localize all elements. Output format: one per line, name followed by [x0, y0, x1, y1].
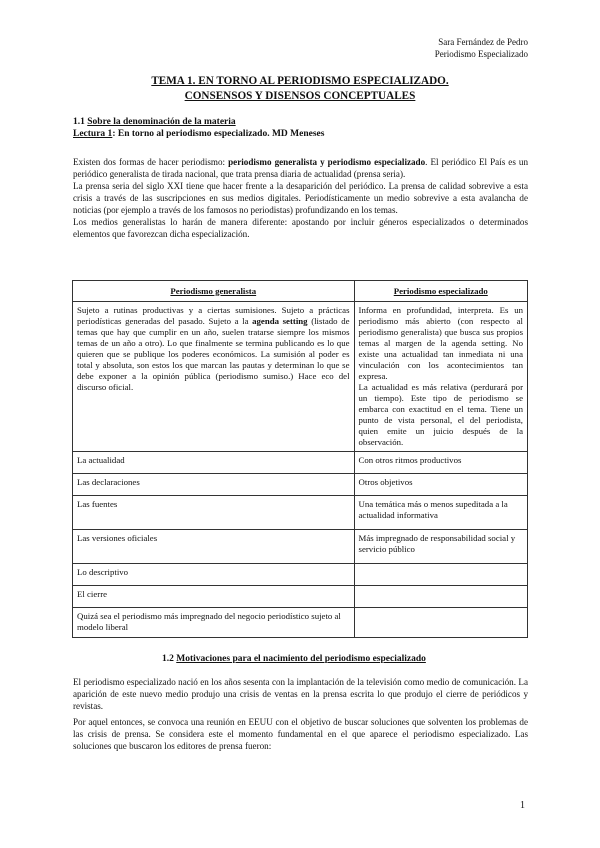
section-2-paragraph-2: Por aquel entonces, se convoca una reunión en EEUU con el objetivo de buscar soluciones que solventen los problemas de las crisis de prensa. Se considera este el momento fundamental en el que aparece el periodismo especializado. Las soluciones que buscaron los editores de prensa fueron: — [73, 717, 528, 751]
table-cell: Una temática más o menos supeditada a la actualidad informativa — [354, 496, 527, 530]
table-header-row — [73, 281, 528, 302]
table-cell: Lo descriptivo — [73, 564, 355, 586]
cell-text: La actualidad es más relativa (perdurará por un tiempo). Este tipo de periodismo se embarca con exactitud en el tema. Tiene un punto de vista personal, el del periodista, quien emite un juicio después de la observación. — [358, 382, 523, 447]
cell-bold: agenda setting — [252, 316, 308, 326]
reading-label: Lectura 1 — [73, 129, 113, 139]
header-generalista: Periodismo generalista — [73, 281, 355, 302]
cell-text: Informa en profundidad, interpreta. Es un periodismo más abierto (con respecto al periodismo generalista) que busca sus propios temas al margen de la agenda setting. No existe una actualidad tan inmediata ni una vinculación con los acontecimientos tan expresa. — [358, 305, 523, 381]
table-cell — [354, 586, 527, 608]
intro-p1-start: Existen dos formas de hacer periodismo: — [73, 157, 229, 167]
header-subject: Periodismo Especializado — [434, 49, 528, 59]
table-cell — [354, 608, 527, 638]
intro-p1-bold: periodismo generalista y periodismo especializado — [228, 157, 426, 167]
table-row — [73, 302, 528, 452]
section-2-number: 1.2 — [162, 654, 174, 664]
table-cell: La actualidad — [73, 452, 355, 474]
table-cell: Las declaraciones — [73, 474, 355, 496]
table-row — [73, 530, 528, 564]
cell-generalista-main — [73, 302, 355, 452]
cell-text: Sujeto a rutinas productivas y a ciertas sumisiones. Sujeto a prácticas periodísticas generadas del pasado. Sujeto a la — [77, 305, 350, 326]
section-2-text — [73, 676, 528, 756]
header-author: Sara Fernández de Pedro — [438, 37, 528, 47]
intro-paragraph-3: Los medios generalistas lo harán de manera diferente: apostando por incluir géneros especializados o determinados elementos que favorezcan dicha especialización. — [73, 217, 528, 239]
intro-p1-end: . El periódico El País es un periódico generalista de tirada nacional, que trata prensa diaria de actualidad (prensa seria). — [73, 157, 528, 179]
table-row — [73, 608, 528, 638]
cell-especializado-main — [354, 302, 527, 452]
title-line-2: CONSENSOS Y DISENSOS CONCEPTUALES — [184, 90, 416, 102]
table-row — [73, 496, 528, 530]
section-1-title: Sobre la denominación de la materia — [87, 117, 236, 127]
comparison-table — [72, 280, 528, 638]
table-cell: Las fuentes — [73, 496, 355, 530]
table-cell: El cierre — [73, 586, 355, 608]
document-title — [0, 74, 600, 104]
reading-title: : En torno al periodismo especializado. MD Meneses — [112, 129, 325, 139]
table-row — [73, 564, 528, 586]
title-line-1: TEMA 1. EN TORNO AL PERIODISMO ESPECIALIZADO. — [151, 75, 449, 87]
table-cell: Quizá sea el periodismo más impregnado del negocio periodístico sujeto al modelo liberal — [73, 608, 355, 638]
table-row — [73, 474, 528, 496]
section-1-heading — [73, 116, 324, 140]
table-row — [73, 452, 528, 474]
intro-text — [73, 156, 528, 240]
cell-text: (listado de temas que hay que cumplir en un año, suelen tratarse siempre los mismos temas de un año a otro). Lo que finalmente se termina publicando es lo que quieren que se publique los poderes económicos. La sumisión al poder es total y absoluta, son estos los que marcan las pautas y determinan lo que se debe exponer a la opinión pública (periodismo sumiso.) Hace eco del discurso oficial. — [77, 316, 350, 392]
section-2-title: Motivaciones para el nacimiento del periodismo especializado — [176, 654, 426, 664]
header-especializado: Periodismo especializado — [354, 281, 527, 302]
section-2-paragraph-1: El periodismo especializado nació en los años sesenta con la implantación de la televisión como medio de comunicación. La aparición de este nuevo medio produjo una crisis de ventas en la prensa escrita lo que produjo el cierre de periódicos y revistas. — [73, 677, 528, 711]
intro-paragraph-1 — [73, 156, 528, 180]
table-cell: Otros objetivos — [354, 474, 527, 496]
section-1-number: 1.1 — [73, 117, 85, 127]
intro-paragraph-2: La prensa seria del siglo XXI tiene que hacer frente a la desaparición del periódico. La prensa de calidad sobrevive a esta crisis a través de las suscripciones en sus medios digitales. Periodísticamente un medio sobrevive a esta avalancha de noticias (por ejemplo a través de los famosos no periodistas) profundizando en los temas. — [73, 181, 528, 215]
table-cell: Las versiones oficiales — [73, 530, 355, 564]
table-cell: Con otros ritmos productivos — [354, 452, 527, 474]
section-2-heading — [162, 654, 426, 664]
table-cell — [354, 564, 527, 586]
page-number: 1 — [520, 800, 525, 811]
table-row — [73, 586, 528, 608]
table-cell: Más impregnado de responsabilidad social y servicio público — [354, 530, 527, 564]
page-header — [435, 36, 528, 60]
